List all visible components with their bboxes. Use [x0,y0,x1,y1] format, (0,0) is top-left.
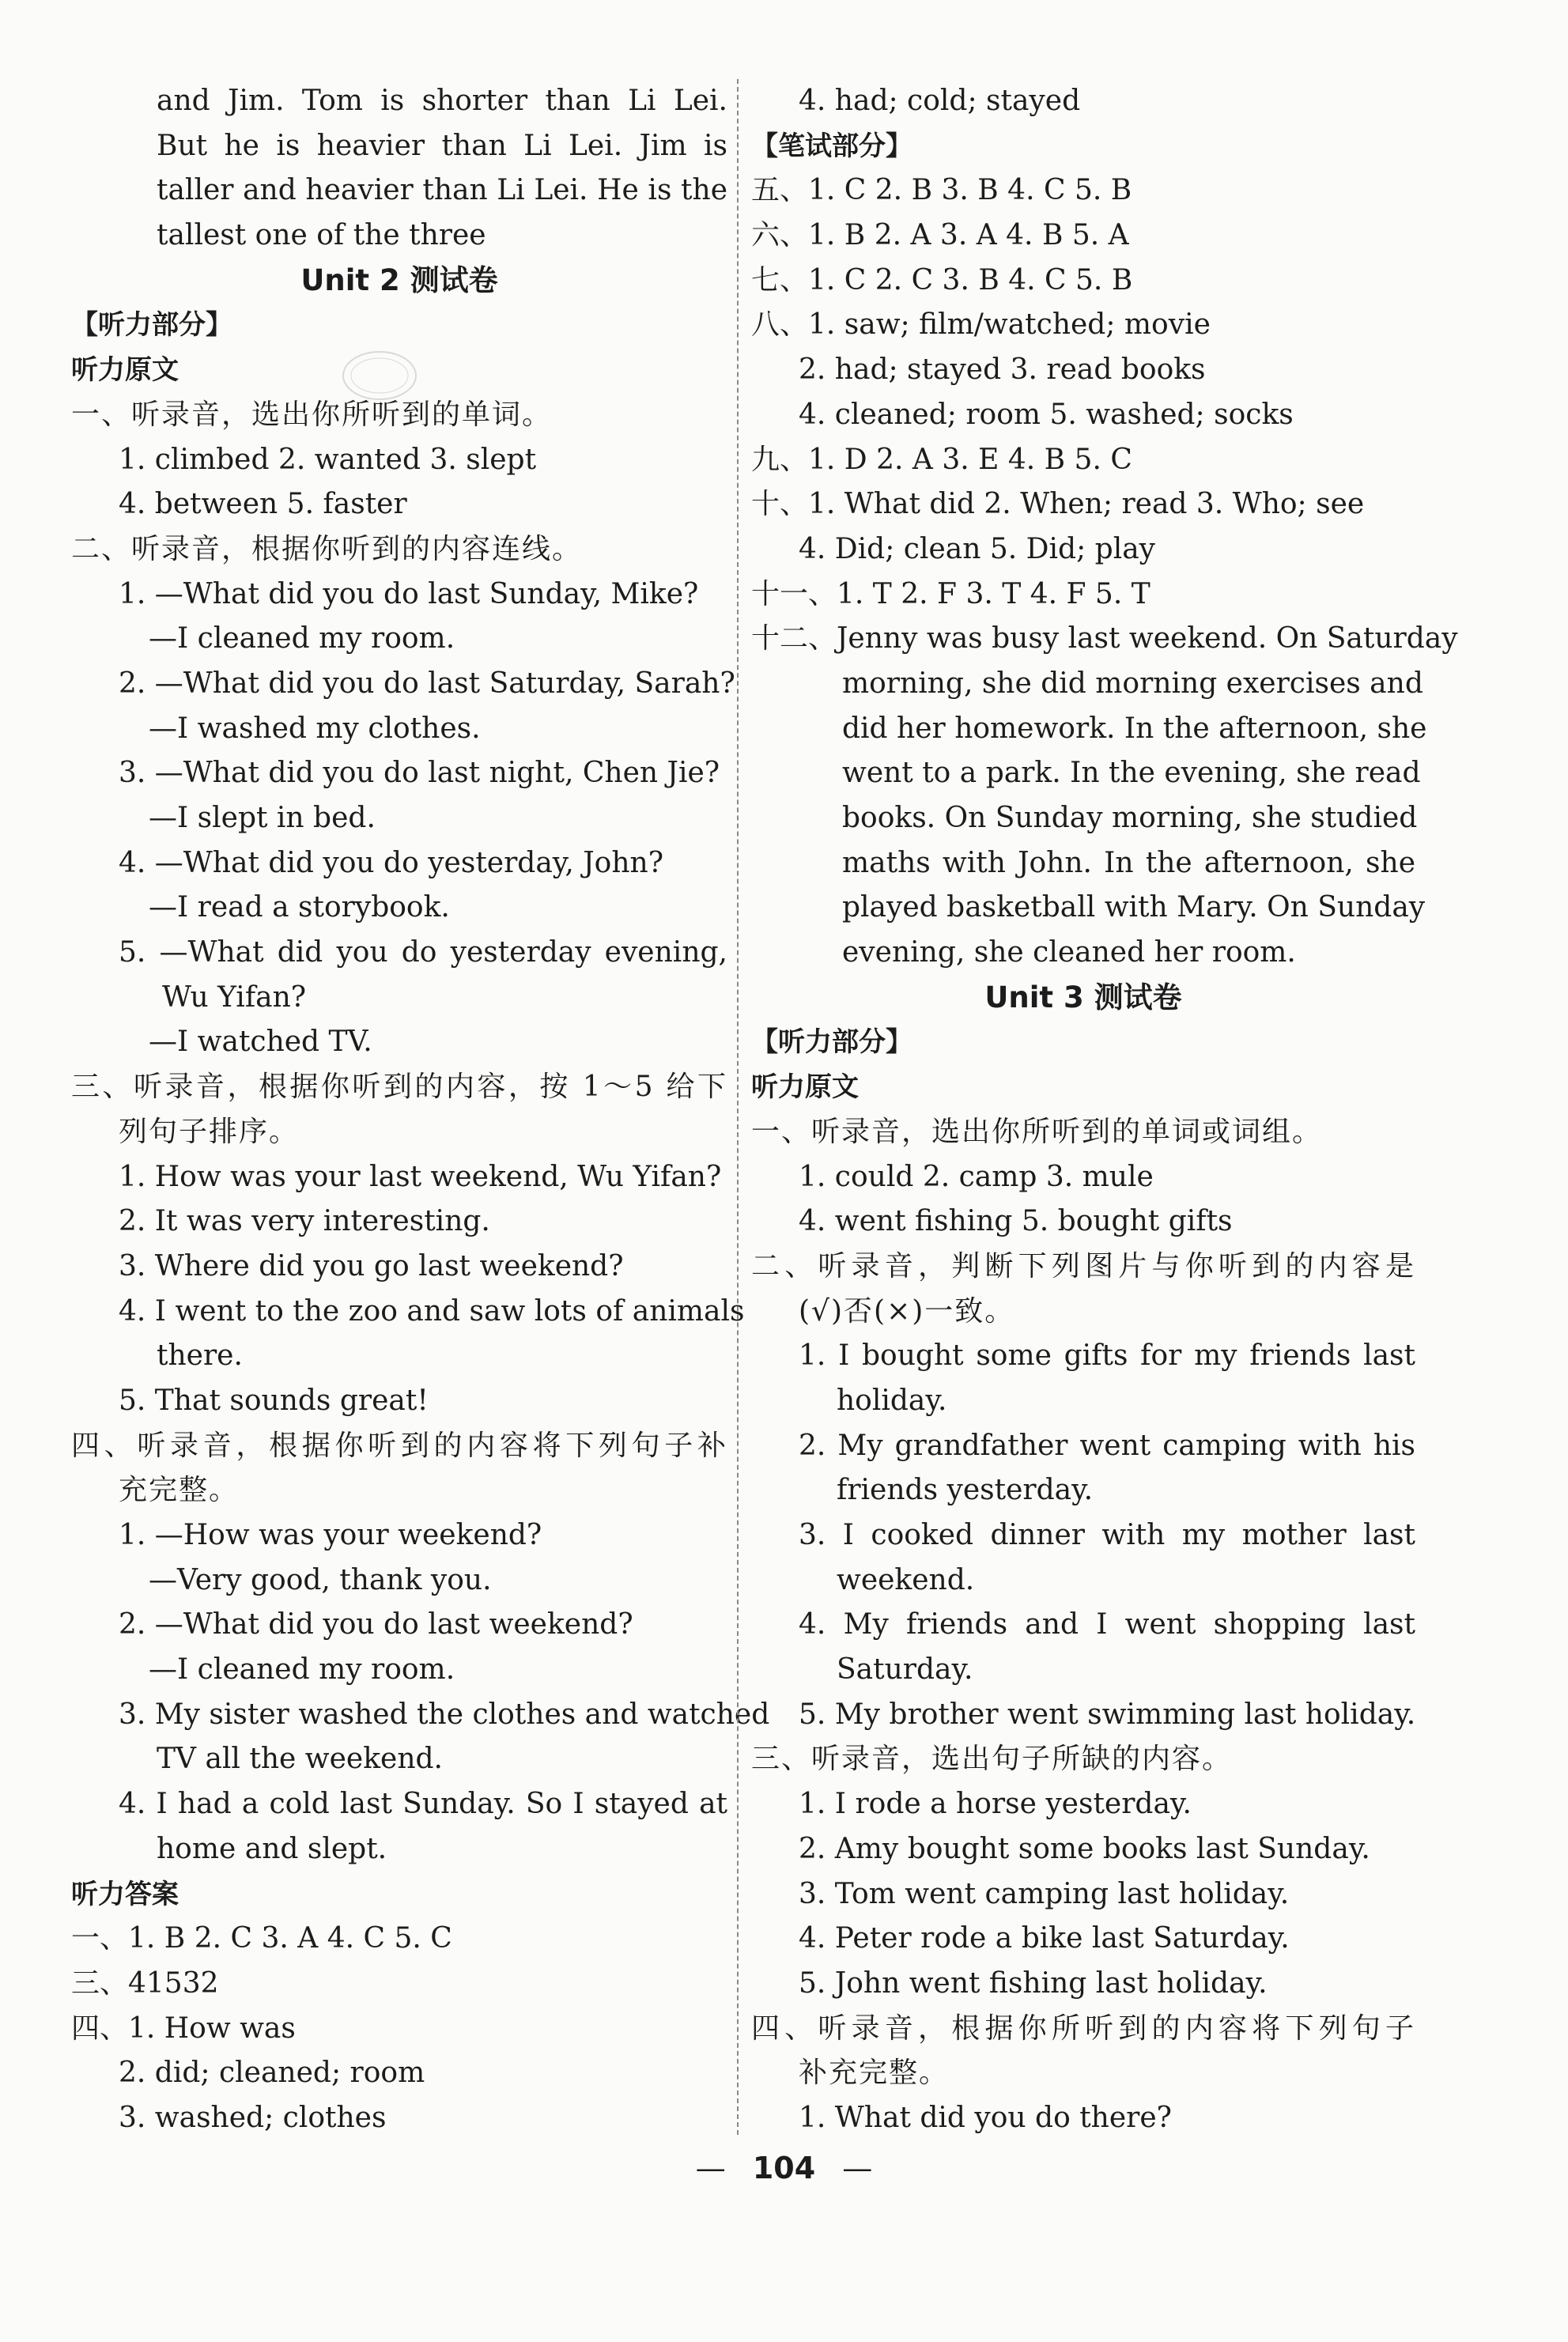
left-line: —I watched TV. [149,1026,372,1059]
footer-dash-right: — [842,2151,873,2185]
left-line: tallest one of the three [157,219,486,252]
left-line: —Very good, thank you. [149,1563,492,1596]
left-line: 4. —What did you do yesterday, John? [119,846,664,879]
left-line: Wu Yifan? [162,980,307,1014]
right-line: 十一、1. T 2. F 3. T 4. F 5. T [751,577,1150,610]
right-line: maths with John. In the afternoon, she [842,846,1415,879]
left-line: 四、1. How was [71,2011,296,2045]
left-line: 列句子排序。 [119,1115,300,1148]
left-line: —I cleaned my room. [149,1653,455,1687]
left-line: 4. between 5. faster [119,488,407,521]
right-line: 4. went fishing 5. bought gifts [799,1205,1233,1238]
right-column [751,79,1458,2141]
left-line: 一、听录音，选出你所听到的单词。 [71,398,553,431]
right-line: holiday. [837,1384,947,1417]
left-line: 1. —How was your weekend? [119,1519,542,1551]
left-line: 听力答案 [71,1878,179,1910]
right-line: 五、1. C 2. B 3. B 4. C 5. B [751,174,1132,207]
right-line: 四、听录音，根据你所听到的内容将下列句子 [751,2011,1415,2045]
left-line: —I read a storybook. [149,891,450,924]
left-line: 充完整。 [119,1474,240,1507]
left-line: 5. —What did you do yesterday evening, [119,936,727,969]
right-line: 2. Amy bought some books last Sunday. [799,1832,1370,1865]
right-line: 补充完整。 [799,2057,950,2090]
right-line: 八、1. saw; film/watched; movie [751,308,1211,342]
left-line: 三、41532 [71,1966,219,2000]
right-line: 听力原文 [751,1071,859,1104]
left-line: TV all the weekend. [157,1743,444,1776]
page-number: 104 [752,2151,816,2185]
left-line: 3. Where did you go last weekend? [119,1249,624,1282]
left-line: 3. My sister washed the clothes and watched [119,1698,770,1731]
right-line: 5. My brother went swimming last holiday. [799,1698,1416,1731]
right-line: 十、1. What did 2. When; read 3. Who; see [751,488,1365,521]
left-line: 4. I went to the zoo and saw lots of animals [119,1294,745,1328]
left-line: there. [157,1339,243,1373]
right-line: books. On Sunday morning, she studied [842,802,1418,834]
left-line: 1. climbed 2. wanted 3. slept [119,443,537,476]
right-line: 4. Did; clean 5. Did; play [799,532,1156,565]
right-line: 六、1. B 2. A 3. A 4. B 5. A [751,219,1129,252]
right-line: weekend. [837,1563,975,1596]
page-footer [0,2151,1568,2185]
right-line: Unit 3 测试卷 [984,980,1182,1014]
right-line: played basketball with Mary. On Sunday [842,891,1426,924]
left-line: —I slept in bed. [149,802,376,834]
left-line: —I cleaned my room. [149,622,455,655]
left-line: 三、听录音，根据你听到的内容，按 1～5 给下 [71,1071,727,1104]
right-line: 1. could 2. camp 3. mule [799,1160,1154,1193]
right-line: evening, she cleaned her room. [842,936,1296,969]
right-line: 1. I rode a horse yesterday. [799,1788,1192,1821]
left-line: —I washed my clothes. [149,712,481,745]
left-line: 一、1. B 2. C 3. A 4. C 5. C [71,1922,452,1955]
right-line: 4. My friends and I went shopping last [799,1608,1415,1641]
right-line: Saturday. [837,1653,973,1687]
right-line: 二、听录音，判断下列图片与你听到的内容是 [751,1249,1415,1282]
left-line: 4. I had a cold last Sunday. So I stayed at [119,1788,727,1821]
left-line: Unit 2 测试卷 [300,263,498,297]
right-line: morning, she did morning exercises and [842,667,1423,700]
right-line: 5. John went fishing last holiday. [799,1966,1268,2000]
left-line: But he is heavier than Li Lei. Jim is [157,129,727,162]
column-divider [737,79,739,2135]
left-line: 二、听录音，根据你听到的内容连线。 [71,532,583,565]
left-line: 听力原文 [71,354,179,387]
right-line: 七、1. C 2. C 3. B 4. C 5. B [751,263,1133,297]
left-line: 3. washed; clothes [119,2101,387,2134]
left-line: and Jim. Tom is shorter than Li Lei. [157,85,727,117]
right-line: 4. had; cold; stayed [799,85,1081,117]
left-line: home and slept. [157,1832,387,1865]
left-line: 2. —What did you do last Saturday, Sarah? [119,667,735,700]
footer-dash-left: — [695,2151,726,2185]
right-line: 2. had; stayed 3. read books [799,353,1206,387]
right-line: 4. Peter rode a bike last Saturday. [799,1922,1290,1955]
left-line: taller and heavier than Li Lei. He is the [157,174,727,207]
right-line: (√)否(×)一致。 [799,1294,1015,1328]
right-line: 1. I bought some gifts for my friends last [799,1339,1415,1373]
right-line: 【笔试部分】 [751,130,912,162]
left-line: 【听力部分】 [71,309,232,342]
watermark-stamp-icon [340,348,419,403]
right-line: 十二、Jenny was busy last weekend. On Saturday [751,622,1458,655]
left-line: 3. —What did you do last night, Chen Jie? [119,757,720,790]
right-line: 1. What did you do there? [799,2101,1172,2134]
right-line: 3. Tom went camping last holiday. [799,1877,1290,1910]
left-line: 2. —What did you do last weekend? [119,1608,633,1641]
left-line: 2. did; cleaned; room [119,2057,425,2090]
right-line: friends yesterday. [837,1474,1094,1507]
left-line: 2. It was very interesting. [119,1205,490,1238]
right-line: 2. My grandfather went camping with his [799,1429,1415,1462]
left-line: 四、听录音，根据你听到的内容将下列句子补 [71,1429,727,1462]
right-line: 一、听录音，选出你所听到的单词或词组。 [751,1115,1323,1148]
left-line: 1. How was your last weekend, Wu Yifan? [119,1160,722,1193]
right-line: 九、1. D 2. A 3. E 4. B 5. C [751,443,1132,476]
left-line: 5. That sounds great! [119,1384,429,1417]
right-line: did her homework. In the afternoon, she [842,712,1427,745]
right-line: 4. cleaned; room 5. washed; socks [799,398,1294,431]
right-line: 三、听录音，选出句子所缺的内容。 [751,1743,1233,1776]
right-line: 3. I cooked dinner with my mother last [799,1519,1415,1551]
right-line: went to a park. In the evening, she read [842,757,1421,790]
right-line: 【听力部分】 [751,1026,912,1059]
left-line: 1. —What did you do last Sunday, Mike? [119,577,699,610]
